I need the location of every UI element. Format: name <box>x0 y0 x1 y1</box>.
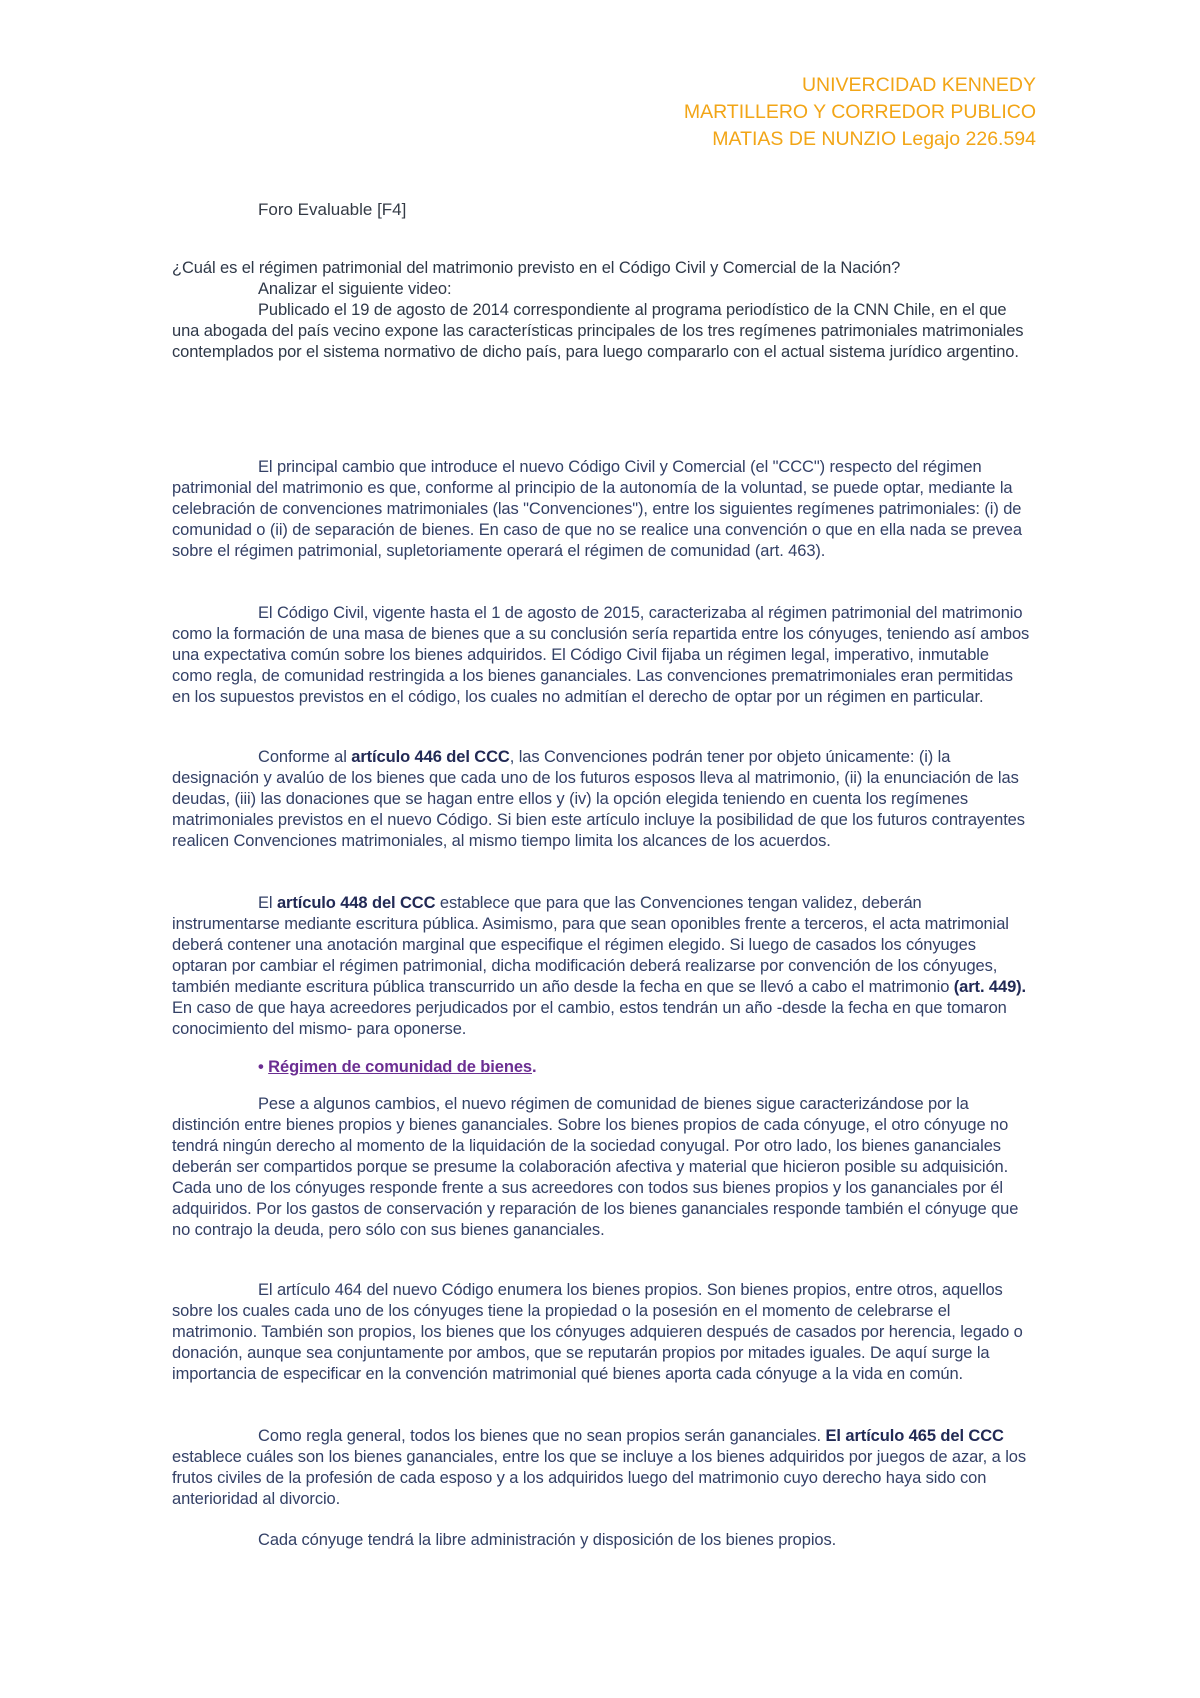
text-run: , las Convenciones podrán tener por objeto únicamente: (i) la designación y avalúo de los bienes que cada uno de los futuros esposos lleva al matrimonio, (ii) la enunciación de las deudas, (iii) las donaciones que se hagan entre ellos y (iv) la opción elegida teniendo en cuenta los regímenes matrimoniales previstos en el nuevo Código. Si bien este artículo incluye la posibilidad de que los futuros contrayentes realicen Convenciones matrimoniales, al mismo tiempo limita los alcances de los acuerdos. <box>172 748 1025 850</box>
document-header <box>684 72 1036 153</box>
section-heading-block <box>172 1057 1032 1078</box>
paragraph-1 <box>172 457 1032 562</box>
text-run: establece que para que las Convenciones tengan validez, deberán instrumentarse mediante escritura pública. Asimismo, para que sean oponibles frente a terceros, el acta matrimonial deberá contener una anotación marginal que especifique el régimen elegido. Si luego de casados los cónyuges optaran por cambiar el régimen patrimonial, dicha modificación deberá realizarse por convención de los cónyuges, también mediante escritura pública transcurrido un año desde la fecha en que se llevó a cabo el matrimonio <box>172 894 1009 996</box>
text-run: En caso de que haya acreedores perjudicados por el cambio, estos tendrán un año -desde la fecha en que tomaron conocimiento del mismo- para oponerse. <box>172 999 1007 1038</box>
header-university: UNIVERCIDAD KENNEDY <box>801 74 1036 96</box>
header-author: MATIAS DE NUNZIO Legajo 226.594 <box>712 128 1036 150</box>
intro-question: ¿Cuál es el régimen patrimonial del matrimonio previsto en el Código Civil y Comercial de la Nación? <box>172 259 901 277</box>
section-heading-link[interactable]: Régimen de comunidad de bienes <box>268 1058 532 1076</box>
bullet-icon: • <box>258 1058 269 1076</box>
text-run: Como regla general, todos los bienes que no sean propios serán gananciales. <box>258 1427 826 1445</box>
text-run: El <box>258 894 277 912</box>
section-heading-period: . <box>531 1058 537 1076</box>
bold-reference: artículo 446 del CCC <box>351 748 510 766</box>
paragraph-text: El Código Civil, vigente hasta el 1 de agosto de 2015, caracterizaba al régimen patrimonial del matrimonio como la formación de una masa de bienes que a su conclusión sería repartida entre los cónyuges, teniendo así ambos una expectativa común sobre los bienes adquiridos. El Código Civil fijaba un régimen legal, imperativo, inmutable como regla, de comunidad restringida a los bienes gananciales. Las convenciones prematrimoniales eran permitidas en los supuestos previstos en el código, los cuales no admitían el derecho de optar por un régimen en particular. <box>172 604 1030 706</box>
paragraph-text <box>172 747 1032 852</box>
paragraph-2 <box>172 603 1032 708</box>
text-run: establece cuáles son los bienes gananciales, entre los que se incluye a los bienes adquiridos por juegos de azar, a los frutos civiles de la profesión de cada esposo y a los adquiridos luego del matrimonio cuyo derecho haya sido con anterioridad al divorcio. <box>172 1448 1026 1508</box>
paragraph-text <box>172 1426 1032 1510</box>
paragraph-6 <box>172 1280 1032 1385</box>
paragraph-5 <box>172 1094 1032 1241</box>
paragraph-text: Pese a algunos cambios, el nuevo régimen de comunidad de bienes sigue caracterizándose por la distinción entre bienes propios y bienes gananciales. Sobre los bienes propios de cada cónyuge, el otro cónyuge no tendrá ningún derecho al momento de la liquidación de la sociedad conyugal. Por otro lado, los bienes gananciales deberán ser compartidos porque se presume la colaboración afectiva y material que hicieron posible su adquisición. Cada uno de los cónyuges responde frente a sus acreedores con todos sus bienes propios y los gananciales por él adquiridos. Por los gastos de conservación y reparación de los bienes gananciales responde también el cónyuge que no contrajo la deuda, pero sólo con sus bienes gananciales. <box>172 1095 1019 1239</box>
paragraph-8 <box>172 1530 1032 1551</box>
intro-published: Publicado el 19 de agosto de 2014 correspondiente al programa periodístico de la CNN Chile, en el que una abogada del país vecino expone las características principales de los tres regímenes patrimoniales matrimoniales contemplados por el sistema normativo de dicho país, para luego compararlo con el actual sistema jurídico argentino. <box>172 301 1024 361</box>
paragraph-text: El principal cambio que introduce el nuevo Código Civil y Comercial (el "CCC") respecto del régimen patrimonial del matrimonio es que, conforme al principio de la autonomía de la voluntad, se puede optar, mediante la celebración de convenciones matrimoniales (las "Convenciones"), entre los siguientes regímenes patrimoniales: (i) de comunidad o (ii) de separación de bienes. En caso de que no se realice una convención o que en ella nada se prevea sobre el régimen patrimonial, supletoriamente operará el régimen de comunidad (art. 463). <box>172 458 1022 560</box>
paragraph-text: El artículo 464 del nuevo Código enumera los bienes propios. Son bienes propios, entre otros, aquellos sobre los cuales cada uno de los cónyuges tiene la propiedad o la posesión en el momento de celebrarse el matrimonio. También son propios, los bienes que los cónyuges adquieren después de casados por herencia, legado o donación, aunque sea conjuntamente por ambos, que se reputarán propios por mitades iguales. De aquí surge la importancia de especificar en la convención matrimonial qué bienes aporta cada cónyuge a la vida en común. <box>172 1281 1023 1383</box>
intro-block <box>172 258 1032 363</box>
section-heading <box>172 1057 1032 1078</box>
paragraph-7 <box>172 1426 1032 1510</box>
text-run: Conforme al <box>258 748 352 766</box>
bold-reference: El artículo 465 del CCC <box>825 1427 1004 1445</box>
forum-title: Foro Evaluable [F4] <box>258 200 407 219</box>
intro-analyze: Analizar el siguiente video: <box>258 280 452 298</box>
paragraph-3 <box>172 747 1032 852</box>
bold-reference: artículo 448 del CCC <box>276 894 436 912</box>
bold-reference: (art. 449). <box>953 978 1027 996</box>
paragraph-text <box>172 893 1032 1040</box>
header-course: MARTILLERO Y CORREDOR PUBLICO <box>683 101 1036 123</box>
paragraph-text: Cada cónyuge tendrá la libre administración y disposición de los bienes propios. <box>258 1531 837 1549</box>
paragraph-4 <box>172 893 1032 1040</box>
